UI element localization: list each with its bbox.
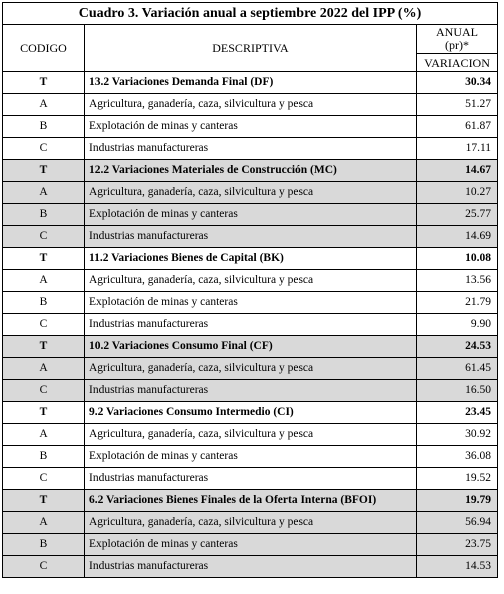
row-code: C [3,380,85,402]
row-value: 16.50 [417,380,498,402]
row-code: T [3,160,85,182]
table-row [3,534,498,556]
table-row [3,512,498,534]
row-value: 10.08 [417,248,498,270]
row-code: B [3,534,85,556]
row-description: Explotación de minas y canteras [85,446,417,468]
row-value: 19.79 [417,490,498,512]
row-description: Industrias manufactureras [85,468,417,490]
row-value: 56.94 [417,512,498,534]
row-value: 14.67 [417,160,498,182]
row-code: T [3,336,85,358]
row-description: Explotación de minas y canteras [85,292,417,314]
row-description: Agricultura, ganadería, caza, silvicultura y pesca [85,182,417,204]
row-code: A [3,182,85,204]
table-row [3,292,498,314]
row-code: A [3,512,85,534]
row-code: T [3,72,85,94]
row-code: T [3,490,85,512]
table-row [3,468,498,490]
row-code: C [3,226,85,248]
table-body [3,72,498,578]
table-row [3,138,498,160]
row-code: C [3,468,85,490]
table-title: Cuadro 3. Variación anual a septiembre 2022 del IPP (%) [3,3,498,25]
table-row [3,380,498,402]
row-code: A [3,270,85,292]
group-total-row [3,72,498,94]
table-row [3,116,498,138]
row-value: 10.27 [417,182,498,204]
row-code: A [3,424,85,446]
table-row [3,446,498,468]
row-value: 61.45 [417,358,498,380]
row-description: Industrias manufactureras [85,556,417,578]
row-description: 13.2 Variaciones Demanda Final (DF) [85,72,417,94]
row-description: Industrias manufactureras [85,380,417,402]
group-total-row [3,248,498,270]
row-value: 19.52 [417,468,498,490]
row-description: 11.2 Variaciones Bienes de Capital (BK) [85,248,417,270]
header-anual-label: ANUAL [436,25,478,39]
row-value: 25.77 [417,204,498,226]
row-value: 14.69 [417,226,498,248]
row-value: 23.45 [417,402,498,424]
row-description: Explotación de minas y canteras [85,534,417,556]
row-code: C [3,314,85,336]
header-pr-label: (pr)* [445,38,469,52]
group-total-row [3,402,498,424]
row-description: Agricultura, ganadería, caza, silvicultura y pesca [85,270,417,292]
row-value: 17.11 [417,138,498,160]
row-code: C [3,138,85,160]
row-description: Industrias manufactureras [85,314,417,336]
group-total-row [3,490,498,512]
table-row [3,314,498,336]
table-row [3,94,498,116]
table-row [3,358,498,380]
row-code: B [3,446,85,468]
table-row [3,182,498,204]
header-descriptiva: DESCRIPTIVA [85,25,417,72]
row-code: T [3,402,85,424]
row-code: B [3,292,85,314]
row-value: 51.27 [417,94,498,116]
row-code: C [3,556,85,578]
row-value: 23.75 [417,534,498,556]
group-total-row [3,160,498,182]
row-value: 30.34 [417,72,498,94]
row-description: 12.2 Variaciones Materiales de Construcción (MC) [85,160,417,182]
row-description: Industrias manufactureras [85,138,417,160]
row-description: Explotación de minas y canteras [85,116,417,138]
row-value: 61.87 [417,116,498,138]
column-header-row [3,25,498,54]
header-variacion: VARIACION [417,54,498,72]
header-anual [417,25,498,54]
row-value: 24.53 [417,336,498,358]
row-description: Agricultura, ganadería, caza, silvicultura y pesca [85,94,417,116]
row-value: 9.90 [417,314,498,336]
table-row [3,270,498,292]
row-code: B [3,116,85,138]
row-value: 21.79 [417,292,498,314]
table-row [3,424,498,446]
table-row [3,204,498,226]
row-description: 6.2 Variaciones Bienes Finales de la Oferta Interna (BFOI) [85,490,417,512]
row-code: A [3,94,85,116]
row-description: Explotación de minas y canteras [85,204,417,226]
row-description: 9.2 Variaciones Consumo Intermedio (CI) [85,402,417,424]
header-codigo: CODIGO [3,25,85,72]
row-value: 30.92 [417,424,498,446]
row-value: 13.56 [417,270,498,292]
row-code: T [3,248,85,270]
row-value: 36.08 [417,446,498,468]
group-total-row [3,336,498,358]
ipp-variation-table [2,2,498,578]
row-description: 10.2 Variaciones Consumo Final (CF) [85,336,417,358]
row-value: 14.53 [417,556,498,578]
row-description: Agricultura, ganadería, caza, silvicultura y pesca [85,358,417,380]
row-description: Agricultura, ganadería, caza, silvicultura y pesca [85,424,417,446]
row-code: A [3,358,85,380]
row-code: B [3,204,85,226]
table-header [3,3,498,72]
title-row [3,3,498,25]
table-row [3,556,498,578]
row-description: Agricultura, ganadería, caza, silvicultura y pesca [85,512,417,534]
row-description: Industrias manufactureras [85,226,417,248]
table-row [3,226,498,248]
